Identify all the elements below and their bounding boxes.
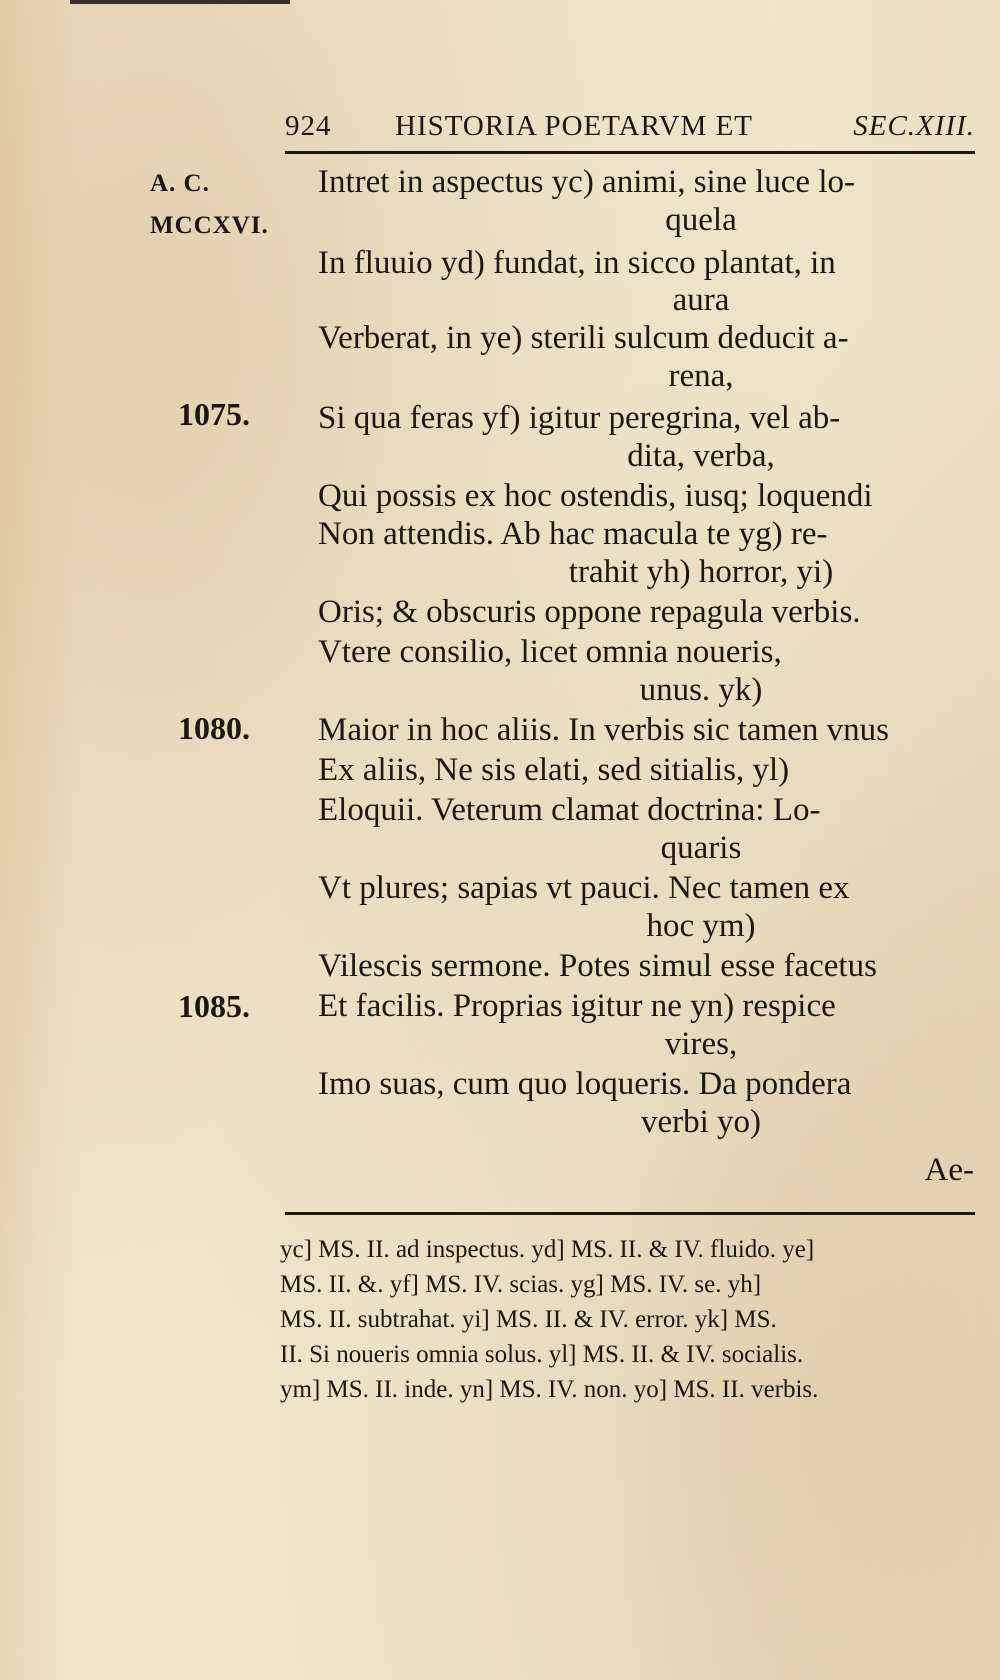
verse-line: vires, bbox=[664, 1026, 738, 1062]
catchword: Ae- bbox=[924, 1152, 974, 1188]
top-edge-rule bbox=[70, 0, 290, 4]
verse-line: Verberat, in ye) sterili sulcum deducit a- bbox=[318, 320, 849, 356]
verse-line: Oris; & obscuris oppone repagula verbis. bbox=[318, 594, 861, 630]
verse-line: In fluuio yd) fundat, in sicco plantat, in bbox=[318, 245, 836, 281]
page-number: 924 bbox=[285, 110, 332, 142]
verse-line: Non attendis. Ab hac macula te yg) re- bbox=[318, 516, 828, 552]
footnote-line: II. Si noueris omnia solus. yl] MS. II. & IV. socialis. bbox=[280, 1341, 804, 1368]
verse-line: Et facilis. Proprias igitur ne yn) respice bbox=[318, 988, 836, 1024]
verse-line: dita, verba, bbox=[627, 438, 775, 474]
running-title: HISTORIA POETARVM ET bbox=[395, 110, 754, 142]
verse-line: aura bbox=[672, 282, 730, 318]
verse-line: Vt plures; sapias vt pauci. Nec tamen ex bbox=[318, 870, 850, 906]
running-header bbox=[285, 110, 975, 150]
verse-line: quela bbox=[665, 202, 737, 238]
verse-line: unus. yk) bbox=[639, 672, 763, 708]
footnotes bbox=[280, 1232, 980, 1407]
footnote-line: MS. II. &. yf] MS. IV. scias. yg] MS. IV. se. yh] bbox=[280, 1271, 762, 1298]
verse-line: rena, bbox=[668, 358, 734, 394]
margin-year: MCCXVI. bbox=[150, 212, 269, 239]
verse-line: verbi yo) bbox=[640, 1104, 762, 1140]
header-rule bbox=[285, 151, 975, 154]
footnote-line: yc] MS. II. ad inspectus. yd] MS. II. & IV. fluido. ye] bbox=[280, 1236, 815, 1263]
margin-line-number: 1075. bbox=[178, 396, 250, 432]
verse-line: Si qua feras yf) igitur peregrina, vel ab- bbox=[318, 400, 841, 436]
verse-line: Qui possis ex hoc ostendis, iusq; loquendi bbox=[318, 478, 873, 514]
margin-line-number: 1080. bbox=[178, 710, 250, 746]
footnote-line: MS. II. subtrahat. yi] MS. II. & IV. error. yk] MS. bbox=[280, 1306, 777, 1333]
verse-line: trahit yh) horror, yi) bbox=[568, 554, 834, 590]
verse-line: hoc ym) bbox=[646, 908, 756, 944]
verse-line: Vilescis sermone. Potes simul esse facetus bbox=[318, 948, 877, 984]
verse-line: Imo suas, cum quo loqueris. Da pondera bbox=[318, 1066, 852, 1102]
verse-line: Ex aliis, Ne sis elati, sed sitialis, yl) bbox=[318, 752, 790, 788]
verse-line: Vtere consilio, licet omnia noueris, bbox=[318, 634, 782, 670]
margin-line-number: 1085. bbox=[178, 988, 250, 1024]
verse-line: Eloquii. Veterum clamat doctrina: Lo- bbox=[318, 792, 821, 828]
verse-line: Maior in hoc aliis. In verbis sic tamen vnus bbox=[318, 712, 889, 748]
footnote-rule bbox=[285, 1212, 975, 1215]
margin-era: A. C. bbox=[150, 170, 210, 197]
footnote-line: ym] MS. II. inde. yn] MS. IV. non. yo] MS. II. verbis. bbox=[280, 1376, 819, 1403]
verse-line: Intret in aspectus yc) animi, sine luce lo- bbox=[318, 164, 855, 200]
section-label: SEC.XIII. bbox=[853, 110, 975, 142]
verse-line: quaris bbox=[660, 830, 742, 866]
